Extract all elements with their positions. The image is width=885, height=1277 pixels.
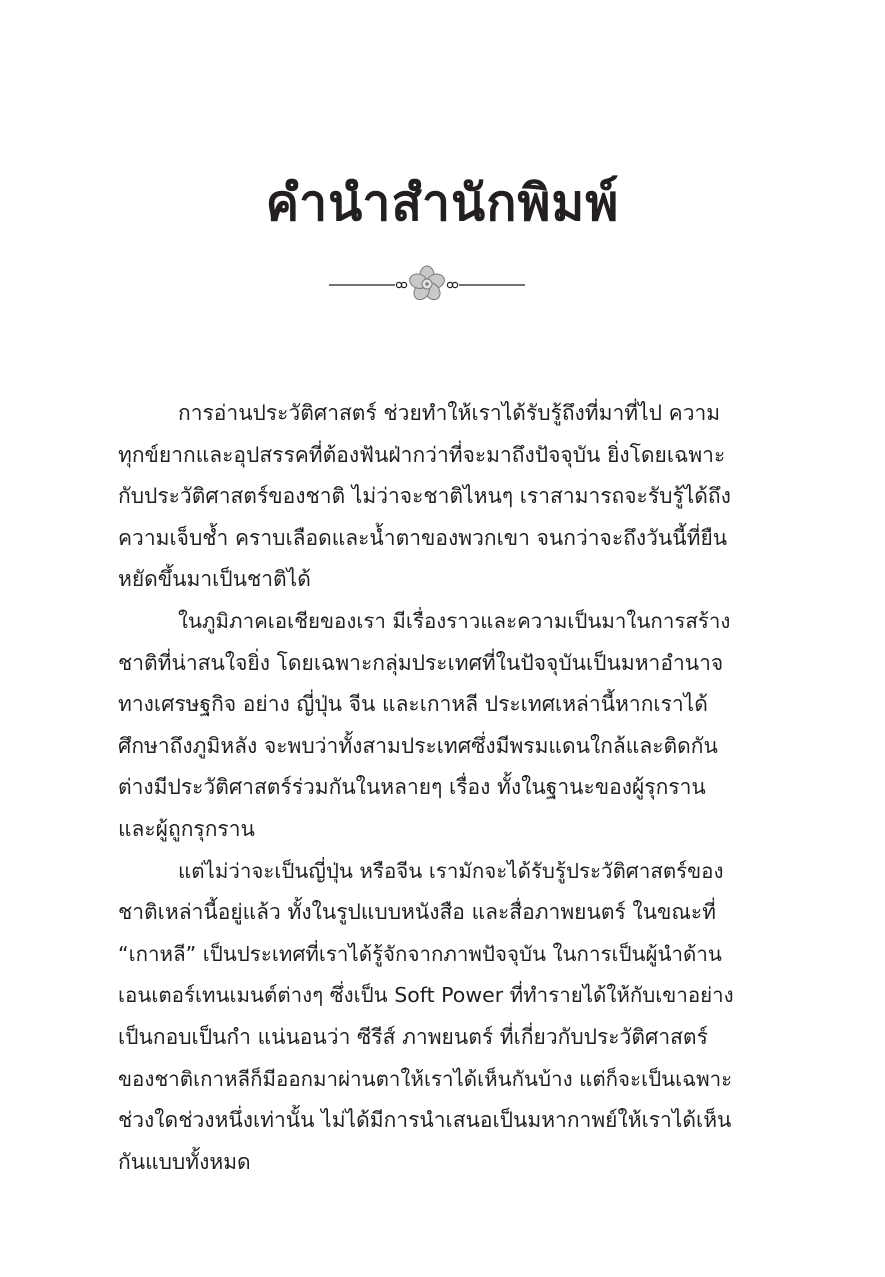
text-line: ช่วงใดช่วงหนึ่งเท่านั้น ไม่ได้มีการนำเสนอเป็นมหากาพย์ให้เราได้เห็น [118,1108,732,1133]
text-line: ของชาติเกาหลีก็มีออกมาผ่านตาให้เราได้เห็นกันบ้าง แต่ก็จะเป็นเฉพาะ [118,1066,733,1091]
flower-ornament-icon [327,262,527,306]
body-text [118,393,735,1183]
text-line: “เกาหลี” เป็นประเทศที่เราได้รู้จักจากภาพปัจจุบัน ในการเป็นผู้นำด้าน [118,941,722,966]
text-line: และผู้ถูกรุกราน [118,816,255,841]
text-line: ทางเศรษฐกิจ อย่าง ญี่ปุ่น จีน และเกาหลี ประเทศเหล่านี้หากเราได้ [118,692,708,717]
text-line: ในภูมิภาคเอเชียของเรา มีเรื่องราวและความเป็นมาในการสร้าง [178,608,731,633]
text-line: แต่ไม่ว่าจะเป็นญี่ปุ่น หรือจีน เรามักจะได้รับรู้ประวัติศาสตร์ของ [178,858,724,883]
text-line: เอนเตอร์เทนเมนต์ต่างๆ ซึ่งเป็น Soft Power ที่ทำรายได้ให้กับเขาอย่าง [118,983,734,1008]
paragraph-2 [118,601,735,851]
text-line: หยัดขึ้นมาเป็นชาติได้ [118,567,311,592]
text-line: ศึกษาถึงภูมิหลัง จะพบว่าทั้งสามประเทศซึ่งมีพรมแดนใกล้และติดกัน [118,733,718,758]
text-line: ความเจ็บช้ำ คราบเลือดและน้ำตาของพวกเขา จนกว่าจะถึงวันนี้ที่ยืน [118,525,728,550]
page-title: คำนำสำนักพิมพ์ [265,174,620,232]
text-line: กับประวัติศาสตร์ของชาติ ไม่ว่าจะชาติไหนๆ เราสามารถจะรับรู้ได้ถึง [118,484,731,509]
paragraph-1 [118,393,735,601]
text-line: ชาติเหล่านี้อยู่แล้ว ทั้งในรูปแบบหนังสือ และสื่อภาพยนตร์ ในขณะที่ [118,900,716,925]
text-line: การอ่านประวัติศาสตร์ ช่วยทำให้เราได้รับรู้ถึงที่มาที่ไป ความ [178,401,721,425]
text-line: เป็นกอบเป็นกำ แน่นอนว่า ซีรีส์ ภาพยนตร์ ที่เกี่ยวกับประวัติศาสตร์ [118,1024,708,1049]
paragraph-3 [118,851,735,1184]
text-line: กันแบบทั้งหมด [118,1149,251,1174]
text-line: ต่างมีประวัติศาสตร์ร่วมกันในหลายๆ เรื่อง ทั้งในฐานะของผู้รุกราน [118,775,706,800]
text-line: ชาติที่น่าสนใจยิ่ง โดยเฉพาะกลุ่มประเทศที่ในปัจจุบันเป็นมหาอำนาจ [118,650,724,675]
text-line: ทุกข์ยากและอุปสรรคที่ต้องฟันฝ่ากว่าที่จะมาถึงปัจจุบัน ยิ่งโดยเฉพาะ [118,442,726,467]
